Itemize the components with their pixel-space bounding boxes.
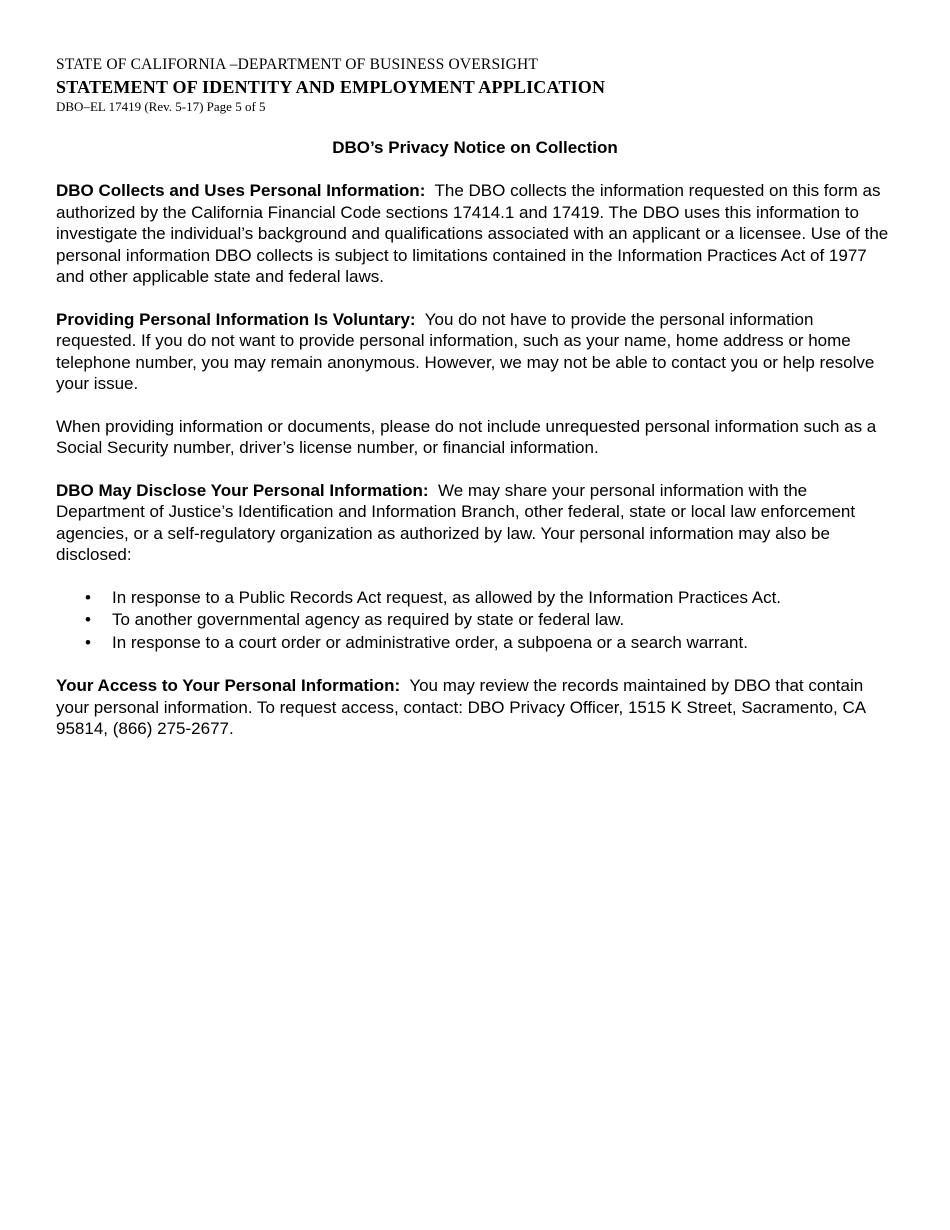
access-heading: Your Access to Your Personal Information: — [56, 676, 401, 695]
list-item — [56, 587, 896, 610]
bullet-icon: • — [85, 587, 91, 607]
collects-text: The DBO collects the information requested on this form as authorized by the California Financial Code sections 17414.1 and 17419. The DBO uses this information to investigate the individual’s background and qualifications associated with an applicant or a licensee. Use of the personal information DBO collects is subject to limitations contained in the Information Practices Act of 1977 and other applicable state and federal laws. — [56, 181, 889, 286]
disclose-text: We may share your personal information with the Department of Justice’s Identification and Information Branch, other federal, state or local law enforcement agencies, or a self-regulatory organization as authorized by law. Your personal information may also be disclosed: — [56, 480, 856, 564]
list-item-text: To another governmental agency as required by state or federal law. — [112, 610, 625, 629]
document-page — [56, 54, 896, 740]
list-item — [56, 609, 896, 632]
form-id: DBO–EL 17419 (Rev. 5-17) Page 5 of 5 — [56, 99, 266, 114]
bullet-icon: • — [85, 632, 91, 652]
voluntary-paragraph — [56, 309, 896, 395]
notice-title: DBO’s Privacy Notice on Collection — [332, 138, 618, 157]
list-item-text: In response to a court order or administrative order, a subpoena or a search warrant. — [112, 632, 748, 652]
collects-paragraph — [56, 180, 896, 288]
access-text: You may review the records maintained by DBO that contain your personal information. To request access, contact: DBO Privacy Officer, 1515 K Street, Sacramento, CA 95814, (866) 275-2677. — [56, 676, 866, 738]
access-paragraph — [56, 675, 896, 740]
form-title: STATEMENT OF IDENTITY AND EMPLOYMENT APPLICATION — [56, 77, 606, 97]
disclose-paragraph — [56, 480, 896, 566]
disclose-heading: DBO May Disclose Your Personal Information: — [56, 480, 429, 500]
disclosure-list — [56, 587, 896, 655]
list-item-text: In response to a Public Records Act request, as allowed by the Information Practices Act. — [112, 587, 782, 607]
voluntary-text: You do not have to provide the personal information requested. If you do not want to provide personal information, such as your name, home address or home telephone number, you may remain anonymous. However, we may not be able to contact you or help resolve your issue. — [56, 309, 875, 393]
voluntary-heading: Providing Personal Information Is Voluntary: — [56, 309, 416, 329]
collects-heading: DBO Collects and Uses Personal Information: — [56, 181, 426, 200]
agency-name: STATE OF CALIFORNIA –DEPARTMENT OF BUSINESS OVERSIGHT — [56, 56, 539, 73]
unrequested-paragraph: When providing information or documents, please do not include unrequested personal information such as a Social Security number, driver’s license number, or financial information. — [56, 416, 877, 457]
bullet-icon: • — [85, 610, 91, 629]
list-item — [56, 632, 896, 655]
